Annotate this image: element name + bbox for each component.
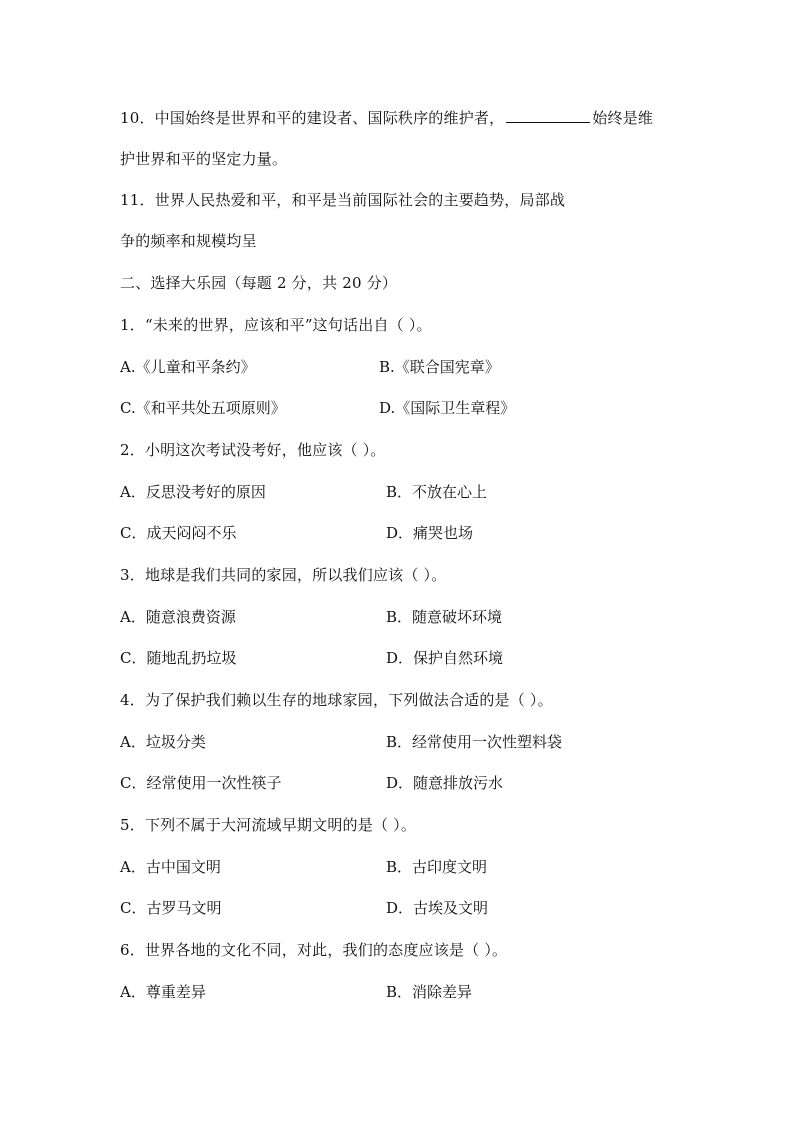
option-row (120, 523, 680, 543)
option-a: A．反思没考好的原因 (120, 483, 266, 501)
option-b: B．消除差异 (386, 983, 473, 1001)
option-b: B．古印度文明 (386, 858, 488, 876)
option-row (120, 398, 680, 418)
option-a: A.《儿童和平条约》 (120, 358, 256, 376)
option-c: C．成天闷闷不乐 (120, 524, 237, 542)
option-a: A．随意浪费资源 (120, 608, 236, 626)
option-d: D.《国际卫生章程》 (379, 399, 516, 417)
option-b: B．经常使用一次性塑料袋 (386, 733, 563, 751)
option-row (120, 732, 680, 752)
option-c: C．经常使用一次性筷子 (120, 774, 282, 792)
question-stem: 5．下列不属于大河流域早期文明的是（ ）。 (120, 816, 417, 834)
option-d: D．古埃及文明 (386, 899, 489, 917)
question-10-line-1 (120, 108, 653, 128)
option-row (120, 857, 680, 877)
section-title: 二、选择大乐园（每题 2 分，共 20 分） (120, 274, 398, 292)
question-10-line-2: 护世界和平的坚定力量。 (120, 150, 288, 168)
question-stem: 1．“未来的世界，应该和平”这句话出自（ ）。 (120, 316, 432, 334)
question-11-line-1: 11．世界人民热爱和平，和平是当前国际社会的主要趋势，局部战 (120, 191, 566, 209)
option-a: A．古中国文明 (120, 858, 221, 876)
option-c: C.《和平共处五项原则》 (120, 399, 286, 417)
option-row (120, 982, 680, 1002)
question-stem: 2．小明这次考试没考好，他应该（ ）。 (120, 441, 386, 459)
answer-blank (506, 108, 590, 123)
option-d: D．保护自然环境 (386, 649, 504, 667)
option-row (120, 607, 680, 627)
option-a: A．垃圾分类 (120, 733, 206, 751)
option-row (120, 357, 680, 377)
option-row (120, 773, 680, 793)
option-row (120, 898, 680, 918)
question-10-text: 10．中国始终是世界和平的建设者、国际秩序的维护者， (120, 109, 505, 127)
option-b: B．不放在心上 (386, 483, 488, 501)
question-stem: 3．地球是我们共同的家园，所以我们应该（ ）。 (120, 566, 447, 584)
question-11-line-2: 争的频率和规模均呈 (120, 232, 257, 250)
option-b: B.《联合国宪章》 (379, 358, 500, 376)
question-stem: 4．为了保护我们赖以生存的地球家园，下列做法合适的是（ ）。 (120, 691, 553, 709)
option-c: C．古罗马文明 (120, 899, 222, 917)
option-d: D．随意排放污水 (386, 774, 504, 792)
option-b: B．随意破坏环境 (386, 608, 503, 626)
question-10-text-end: 始终是维 (592, 109, 654, 127)
option-row (120, 648, 680, 668)
question-stem: 6．世界各地的文化不同，对此，我们的态度应该是（ ）。 (120, 941, 508, 959)
option-a: A．尊重差异 (120, 983, 206, 1001)
option-c: C．随地乱扔垃圾 (120, 649, 237, 667)
option-row (120, 482, 680, 502)
option-d: D．痛哭也场 (386, 524, 474, 542)
